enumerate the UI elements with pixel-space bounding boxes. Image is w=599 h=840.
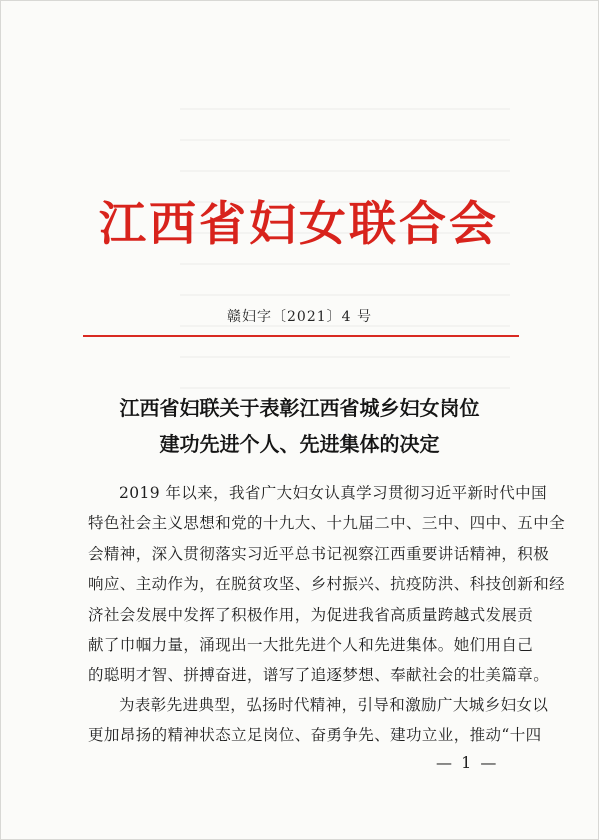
red-divider-line — [83, 335, 519, 337]
body-line: 的聪明才智、拼搏奋进，谱写了追逐梦想、奉献社会的壮美篇章。 — [88, 666, 550, 685]
headline-line-1: 江西省妇联关于表彰江西省城乡妇女岗位 — [119, 396, 480, 420]
document-number: 赣妇字〔2021〕4 号 — [227, 309, 372, 325]
body-line: 更加昂扬的精神状态立足岗位、奋勇争先、建功立业，推动“十四 — [88, 726, 542, 745]
organization-title: 江西省妇女联合会 — [99, 197, 499, 252]
body-line: 特色社会主义思想和党的十九大、十九届二中、三中、四中、五中全 — [88, 514, 566, 533]
body-line: 2019 年以来，我省广大妇女认真学习贯彻习近平新时代中国 — [119, 484, 547, 502]
body-line: 会精神，深入贯彻落实习近平总书记视察江西重要讲话精神，积极 — [88, 544, 550, 563]
body-line: 响应、主动作为，在脱贫攻坚、乡村振兴、抗疫防洪、科技创新和经 — [88, 575, 566, 594]
body-line: 献了巾帼力量，涌现出一大批先进个人和先进集体。她们用自己 — [88, 635, 534, 654]
headline-line-2: 建功先进个人、先进集体的决定 — [159, 432, 440, 456]
paragraph-2 — [88, 690, 549, 751]
body-line: 济社会发展中发挥了积极作用，为促进我省高质量跨越式发展贡 — [88, 605, 534, 624]
page-number: — 1 — — [436, 753, 499, 772]
paragraph-1 — [88, 478, 566, 691]
body-line: 为表彰先进典型，弘扬时代精神，引导和激励广大城乡妇女以 — [119, 696, 549, 714]
